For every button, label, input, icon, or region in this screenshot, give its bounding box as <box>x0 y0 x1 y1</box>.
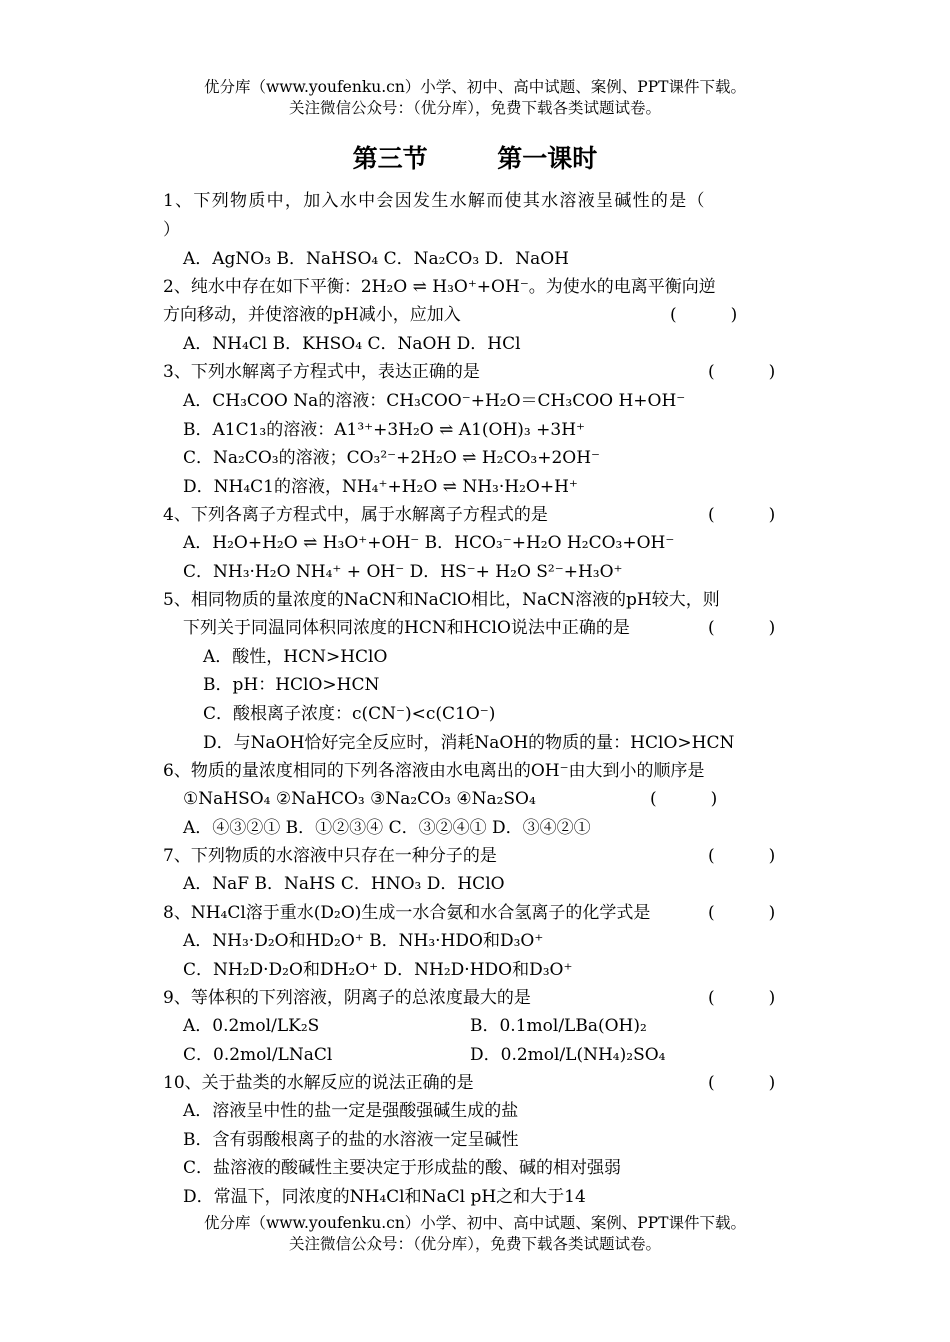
q9-option-d: D．0.2mol/L(NH₄)₂SO₄ <box>470 1045 666 1065</box>
header-line-1: 优分库（www.youfenku.cn）小学、初中、高中试题、案例、PPT课件下载。 <box>203 78 747 96</box>
q10-option-a: A．溶液呈中性的盐一定是强酸强碱生成的盐 <box>183 1101 519 1121</box>
q8-answer-paren: ( ) <box>708 903 776 923</box>
header-line-2: 关注微信公众号：（优分库），免费下载各类试题试卷。 <box>288 99 661 117</box>
q9-option-a: A．0.2mol/LK₂S <box>183 1016 320 1036</box>
q10-option-d: D．常温下，同浓度的NH₄Cl和NaCl pH之和大于14 <box>183 1187 586 1207</box>
q8-options-cd: C．NH₂D·D₂O和DH₂O⁺ D．NH₂D·HDO和D₃O⁺ <box>183 960 573 980</box>
page-title: 第三节 第一课时 <box>352 144 598 173</box>
q4-answer-paren: ( ) <box>708 505 776 525</box>
q4-options-ab: A．H₂O+H₂O ⇌ H₃O⁺+OH⁻ B．HCO₃⁻+H₂O H₂CO₃+OH⁻ <box>183 533 675 553</box>
q6-stem: 6、物质的量浓度相同的下列各溶液由水电离出的OH⁻由大到小的顺序是 <box>163 761 705 781</box>
footer-line-1: 优分库（www.youfenku.cn）小学、初中、高中试题、案例、PPT课件下载。 <box>203 1214 747 1232</box>
q3-answer-paren: ( ) <box>708 362 776 382</box>
q5-stem: 5、相同物质的量浓度的NaCN和NaClO相比，NaCN溶液的pH较大，则 <box>163 590 720 610</box>
q3-option-d: D．NH₄C1的溶液，NH₄⁺+H₂O ⇌ NH₃·H₂O+H⁺ <box>183 477 578 497</box>
q1-stem: 1、下列物质中，加入水中会因发生水解而使其水溶液呈碱性的是（ <box>163 191 706 211</box>
q5-option-d: D．与NaOH恰好完全反应时，消耗NaOH的物质的量：HClO>HCN <box>203 733 735 753</box>
q10-stem: 10、关于盐类的水解反应的说法正确的是 <box>163 1073 474 1093</box>
q1-options: A．AgNO₃ B．NaHSO₄ C．Na₂CO₃ D．NaOH <box>183 249 569 269</box>
q7-options: A．NaF B．NaHS C．HNO₃ D．HClO <box>183 874 505 894</box>
q2-stem: 2、纯水中存在如下平衡：2H₂O ⇌ H₃O⁺+OH⁻。为使水的电离平衡向逆 <box>163 277 716 297</box>
q2-answer-paren: ( ) <box>670 305 738 325</box>
q4-options-cd: C．NH₃·H₂O NH₄⁺ + OH⁻ D．HS⁻+ H₂O S²⁻+H₃O⁺ <box>183 562 623 582</box>
q6-options: A．④③②① B．①②③④ C．③②④① D．③④②① <box>183 818 591 838</box>
q3-stem: 3、下列水解离子方程式中，表达正确的是 <box>163 362 480 382</box>
footer-line-2: 关注微信公众号：（优分库），免费下载各类试题试卷。 <box>288 1235 661 1253</box>
q8-options-ab: A．NH₃·D₂O和HD₂O⁺ B．NH₃·HDO和D₃O⁺ <box>183 931 544 951</box>
q3-option-b: B．A1C1₃的溶液：A1³⁺+3H₂O ⇌ A1(OH)₃ +3H⁺ <box>183 420 585 440</box>
q5-option-a: A．酸性，HCN>HClO <box>203 647 388 667</box>
q5-option-b: B．pH：HClO>HCN <box>203 675 380 695</box>
q9-stem: 9、等体积的下列溶液，阴离子的总浓度最大的是 <box>163 988 531 1008</box>
q3-option-c: C．Na₂CO₃的溶液；CO₃²⁻+2H₂O ⇌ H₂CO₃+2OH⁻ <box>183 448 601 468</box>
q10-answer-paren: ( ) <box>708 1073 776 1093</box>
q3-option-a: A．CH₃COO Na的溶液：CH₃COO⁻+H₂O＝CH₃COO H+OH⁻ <box>183 391 686 411</box>
q4-stem: 4、下列各离子方程式中，属于水解离子方程式的是 <box>163 505 548 525</box>
q7-answer-paren: ( ) <box>708 846 776 866</box>
q8-stem: 8、NH₄Cl溶于重水(D₂O)生成一水合氨和水合氢离子的化学式是 <box>163 903 651 923</box>
q6-stem-cont: ①NaHSO₄ ②NaHCO₃ ③Na₂CO₃ ④Na₂SO₄ <box>183 789 536 809</box>
q9-answer-paren: ( ) <box>708 988 776 1008</box>
q1-stem-cont: ） <box>163 220 180 240</box>
q10-option-b: B．含有弱酸根离子的盐的水溶液一定呈碱性 <box>183 1130 519 1150</box>
q5-answer-paren: ( ) <box>708 618 776 638</box>
q10-option-c: C．盐溶液的酸碱性主要决定于形成盐的酸、碱的相对强弱 <box>183 1158 622 1178</box>
q5-option-c: C．酸根离子浓度：c(CN⁻)<c(C1O⁻) <box>203 704 496 724</box>
q9-option-b: B．0.1mol/LBa(OH)₂ <box>470 1016 647 1036</box>
q6-answer-paren: ( ) <box>650 789 718 809</box>
q2-options: A．NH₄Cl B．KHSO₄ C．NaOH D．HCl <box>183 334 521 354</box>
q5-stem-cont: 下列关于同温同体积同浓度的HCN和HClO说法中正确的是 <box>183 618 630 638</box>
q7-stem: 7、下列物质的水溶液中只存在一种分子的是 <box>163 846 497 866</box>
q2-stem-cont: 方向移动，并使溶液的pH减小，应加入 <box>163 305 461 325</box>
q9-option-c: C．0.2mol/LNaCl <box>183 1045 333 1065</box>
